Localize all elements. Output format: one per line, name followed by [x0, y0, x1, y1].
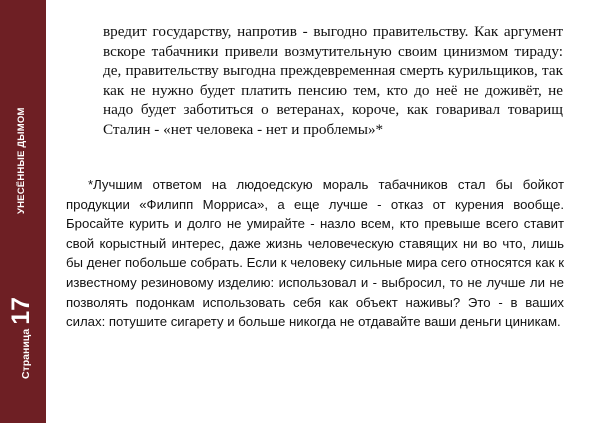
page-label: Страница: [20, 328, 32, 379]
footnote-paragraph: *Лучшим ответом на людоедскую мораль табачников стал бы бойкот продукции «Филипп Морриса», а еще лучше - отказ от курения вообще. Бросайте курить и долго не умирайте - назло всем, кто превыше всего ставит свой корыстный интерес, даже жизнь человеческую ставящих ни во что, лишь бы денег побольше собрать. Если к человеку сильные мира сего относятся как к известному резиновому изделию: использовал и - выбросил, то не лучше ли не позволять подонкам использовать себя как объект наживы? Это - в ваших силах: потушите сигарету и больше никогда не отдавайте ваши деньги циникам.: [66, 177, 564, 330]
page-number: 17: [7, 296, 35, 325]
section-title-text: УНЕСЁННЫЕ ДЫМОМ: [16, 107, 27, 214]
footnote: [66, 175, 564, 332]
quote-paragraph: вредит государству, напротив - выгодно правительству. Как аргумент вскоре табачники привели возмутительную своим цинизмом тираду: де, правительству выгодна преждевременная смерть курильщиков, так как не нужно будет платить пенсию тем, кто до неё не доживёт, не надо будет заботиться о ветеранах, короче, как говаривал товарищ Сталин - «нет человека - нет и проблемы»*: [103, 23, 563, 138]
page-sidebar: [0, 0, 46, 423]
